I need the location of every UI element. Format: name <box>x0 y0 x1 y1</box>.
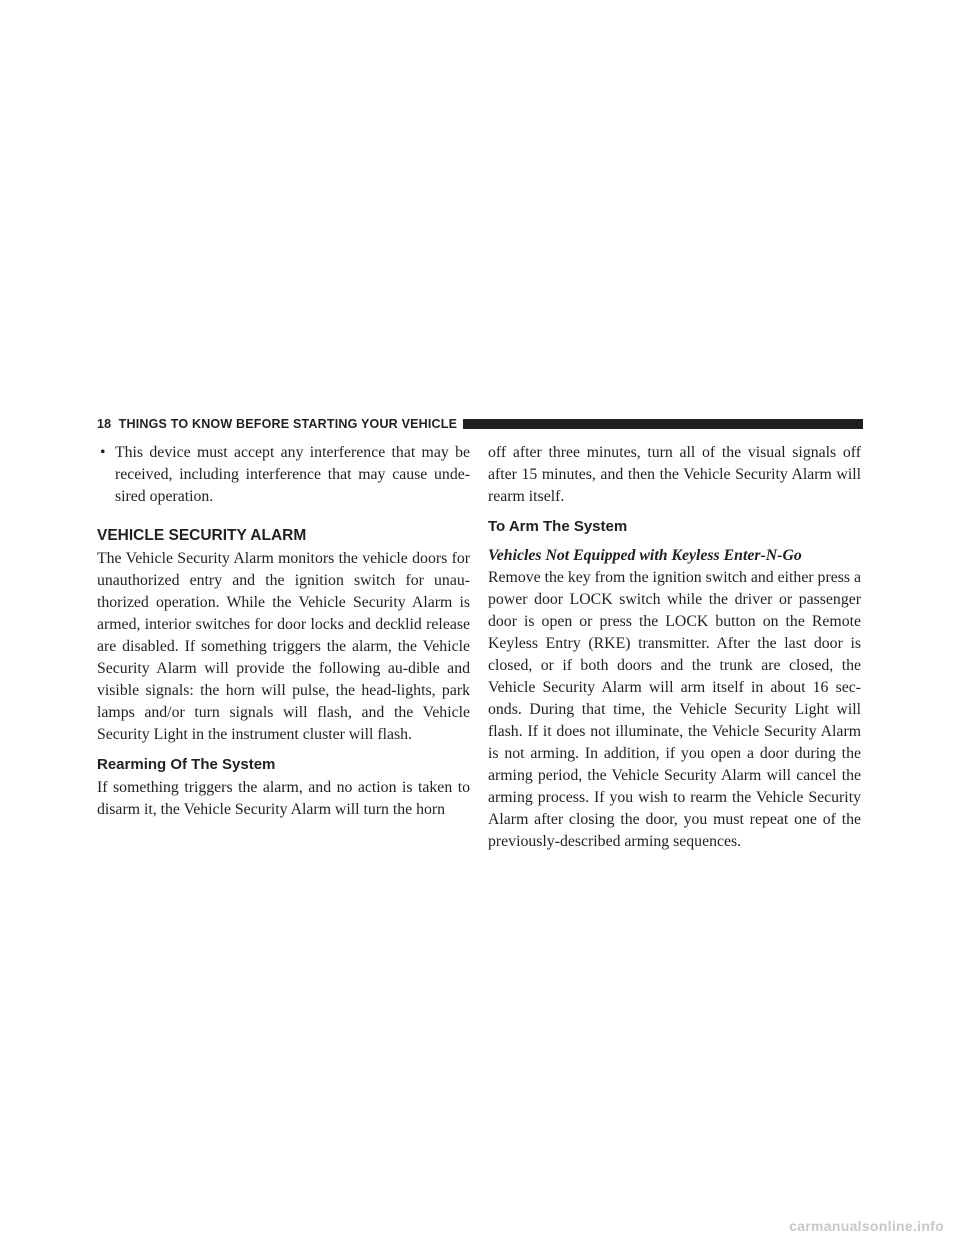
section-paragraph: The Vehicle Security Alarm monitors the vehicle doors for unauthorized entry and the ignition switch for unau-thorized operation. While the Vehicle Security Alarm is armed, interior switches for door locks and decklid release are disabled. If something triggers the alarm, the Vehicle Security Alarm will provide the following au-dible and visible signals: the horn will pulse, the head-lights, park lamps and/or turn signals will flash, and the Vehicle Security Light in the instrument cluster will flash. <box>97 550 470 743</box>
page-number: 18 <box>97 417 112 431</box>
right-column <box>488 442 861 853</box>
rearming-paragraph: If something triggers the alarm, and no action is taken to disarm it, the Vehicle Security Alarm will turn the horn <box>97 779 470 818</box>
page-header-title: THINGS TO KNOW BEFORE STARTING YOUR VEHICLE <box>118 417 458 431</box>
watermark-text: carmanualsonline.info <box>789 1218 944 1234</box>
running-header <box>97 415 863 433</box>
bullet-item <box>97 442 470 508</box>
italic-subheading: Vehicles Not Equipped with Keyless Enter-N-Go <box>488 547 802 564</box>
bullet-icon: • <box>100 444 106 461</box>
header-rule-bar <box>463 419 863 429</box>
section-heading: VEHICLE SECURITY ALARM <box>97 527 307 544</box>
continued-paragraph: off after three minutes, turn all of the visual signals off after 15 minutes, and then the Vehicle Security Alarm will rearm itself. <box>488 444 861 505</box>
arming-paragraph: Remove the key from the ignition switch and either press a power door LOCK switch while the driver or passenger door is open or press the LOCK button on the Remote Keyless Entry (RKE) transmitter. After the last door is closed, or if both doors and the trunk are closed, the Vehicle Security Alarm will arm itself in about 16 sec-onds. During that time, the Vehicle Security Light will flash. If it does not illuminate, the Vehicle Security Alarm is not arming. In addition, if you open a door during the arming period, the Vehicle Security Alarm will cancel the arming process. If you wish to rearm the Vehicle Security Alarm after closing the door, you must repeat one of the previously-described arming sequences. <box>488 569 861 850</box>
page-header-text <box>97 415 457 433</box>
bullet-text: This device must accept any interference that may be received, including interference that may cause unde-sired operation. <box>115 444 470 505</box>
subsection-heading-arm: To Arm The System <box>488 518 628 535</box>
subsection-heading-rearming: Rearming Of The System <box>97 756 276 773</box>
left-column <box>97 442 470 821</box>
